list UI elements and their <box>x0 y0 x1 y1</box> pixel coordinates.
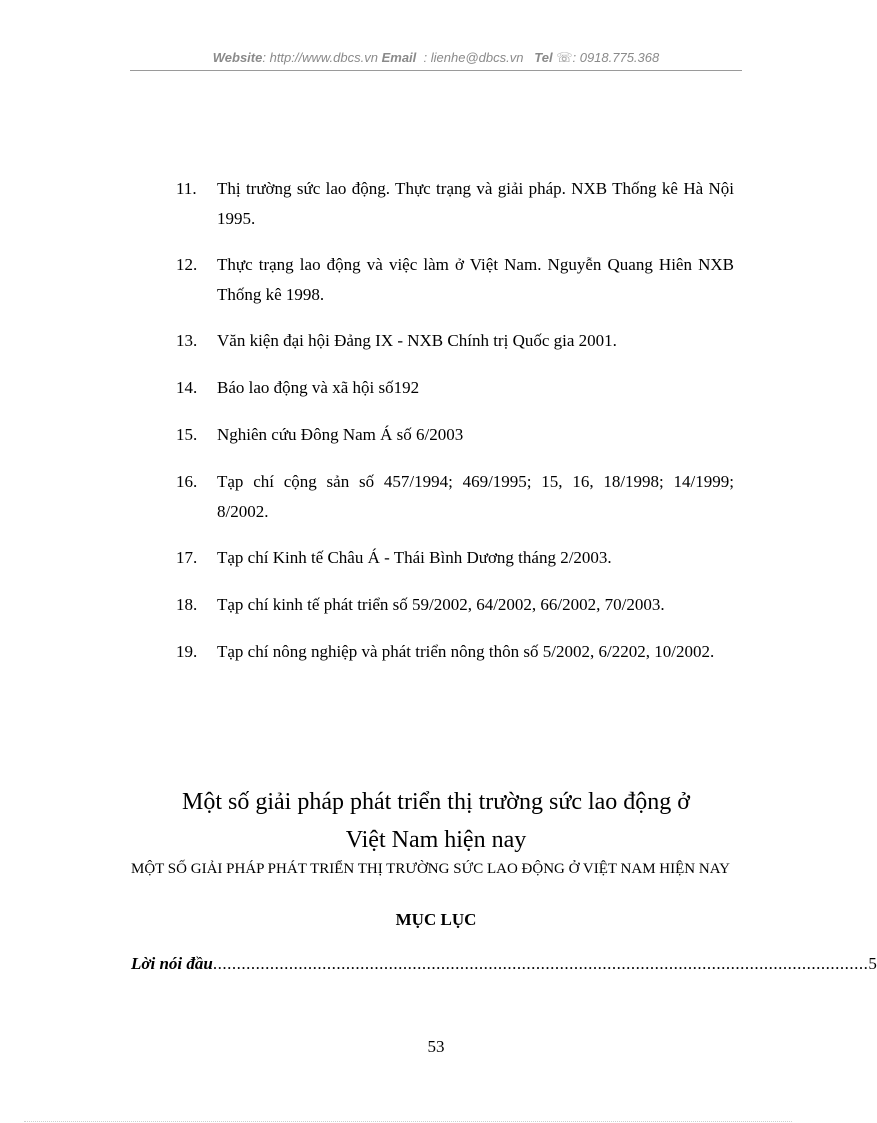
email-label: Email <box>381 50 417 65</box>
reference-item-15 <box>176 420 734 450</box>
toc-entry-label: Lời nói đầu <box>131 954 213 973</box>
reference-item-13 <box>176 326 734 356</box>
header-divider <box>130 70 742 71</box>
website-label: Website <box>212 50 263 65</box>
reference-number: 14. <box>176 378 198 397</box>
reference-text: Văn kiện đại hội Đảng IX - NXB Chính trị Quốc gia 2001. <box>217 331 617 350</box>
tel-value: : 0918.775.368 <box>572 50 660 65</box>
reference-item-11 <box>176 174 734 234</box>
reference-text: Tạp chí cộng sản số 457/1994; 469/1995; 15, 16, 18/1998; 14/1999; 8/2002. <box>217 472 734 521</box>
page-number: 53 <box>427 1037 445 1056</box>
title-line-1: Một số giải pháp phát triển thị trường sức lao động ở <box>182 789 690 815</box>
reference-text: Tạp chí Kinh tế Châu Á - Thái Bình Dương tháng 2/2003. <box>217 548 612 567</box>
reference-number: 12. <box>176 255 198 274</box>
reference-number: 13. <box>176 331 198 350</box>
reference-number: 18. <box>176 595 198 614</box>
reference-item-16 <box>176 467 734 527</box>
website-value: : http://www.dbcs.vn <box>262 50 378 65</box>
reference-item-19 <box>176 637 734 667</box>
email-value: : lienhe@dbcs.vn <box>423 50 524 65</box>
reference-text: Nghiên cứu Đông Nam Á số 6/2003 <box>217 425 464 444</box>
reference-number: 17. <box>176 548 198 567</box>
reference-text: Thị trường sức lao động. Thực trạng và giải pháp. NXB Thống kê Hà Nội 1995. <box>217 179 734 228</box>
toc-heading: MỤC LỤC <box>395 910 477 929</box>
reference-number: 16. <box>176 472 198 491</box>
toc-entry[interactable] <box>131 954 877 974</box>
reference-item-14 <box>176 373 734 403</box>
reference-text: Báo lao động và xã hội số192 <box>217 378 420 397</box>
title-line-2: Việt Nam hiện nay <box>345 827 527 853</box>
page-header <box>130 50 742 66</box>
reference-item-17 <box>176 543 734 573</box>
reference-number: 19. <box>176 642 198 661</box>
reference-text: Thực trạng lao động và việc làm ở Việt Nam. Nguyễn Quang Hiên NXB Thống kê 1998. <box>217 255 734 304</box>
reference-text: Tạp chí kinh tế phát triển số 59/2002, 64/2002, 66/2002, 70/2003. <box>217 595 665 614</box>
toc-entry-page: 5 <box>868 954 877 973</box>
phone-icon: ☏ <box>556 50 573 65</box>
toc-leader-dots: .......................................................................................................................................... <box>212 954 869 973</box>
reference-item-12 <box>176 250 734 310</box>
reference-text: Tạp chí nông nghiệp và phát triển nông thôn số 5/2002, 6/2202, 10/2002. <box>217 642 715 661</box>
document-title <box>130 783 742 859</box>
tel-label: Tel <box>534 50 553 65</box>
reference-number: 15. <box>176 425 198 444</box>
reference-list <box>176 174 734 683</box>
reference-number: 11. <box>176 179 197 198</box>
caps-title: MỘT SỐ GIẢI PHÁP PHÁT TRIỂN THỊ TRƯỜNG SỨC LAO ĐỘNG Ở VIỆT NAM HIỆN NAY <box>131 861 731 877</box>
reference-item-18 <box>176 590 734 620</box>
page-bottom-divider <box>24 1121 792 1122</box>
